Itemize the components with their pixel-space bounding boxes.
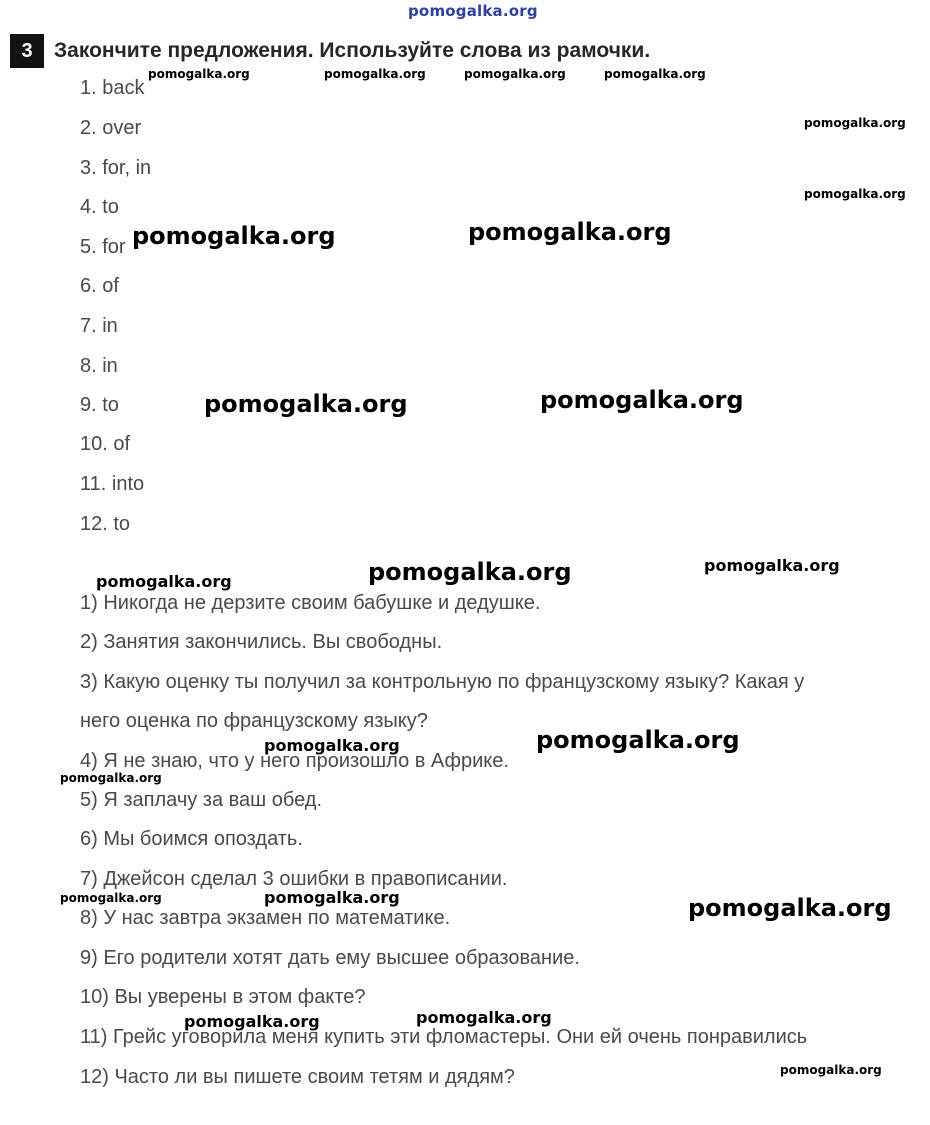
sentence-line: 3) Какую оценку ты получил за контрольную по французскому языку? Какая у bbox=[80, 671, 805, 693]
watermark: pomogalka.org bbox=[204, 390, 408, 418]
watermark: pomogalka.org bbox=[264, 888, 400, 907]
watermark: pomogalka.org bbox=[780, 1063, 882, 1077]
watermark: pomogalka.org bbox=[464, 67, 566, 81]
sentence-line: 10) Вы уверены в этом факте? bbox=[80, 986, 366, 1008]
answer-item: 6. of bbox=[80, 275, 119, 297]
task-number-badge: 3 bbox=[10, 34, 44, 68]
answer-item: 2. over bbox=[80, 117, 142, 139]
sentence-line: 1) Никогда не дерзите своим бабушке и дедушке. bbox=[80, 592, 541, 614]
answer-item: 10. of bbox=[80, 433, 131, 455]
sentence-line: 7) Джейсон сделал 3 ошибки в правописании. bbox=[80, 868, 508, 890]
watermark: pomogalka.org bbox=[468, 218, 672, 246]
sentence-line: 12) Часто ли вы пишете своим тетям и дядям? bbox=[80, 1066, 515, 1088]
sentence-line: 9) Его родители хотят дать ему высшее образование. bbox=[80, 947, 580, 969]
answer-item: 9. to bbox=[80, 394, 119, 416]
answer-item: 11. into bbox=[80, 473, 145, 495]
answer-item: 5. for bbox=[80, 236, 126, 258]
watermark: pomogalka.org bbox=[60, 771, 162, 785]
sentence-line: 4) Я не знаю, что у него произошло в Африке. bbox=[80, 750, 509, 772]
watermark: pomogalka.org bbox=[804, 116, 906, 130]
watermark: pomogalka.org bbox=[416, 1008, 552, 1027]
watermark: pomogalka.org bbox=[184, 1012, 320, 1031]
watermark: pomogalka.org bbox=[148, 67, 250, 81]
sentence-line: 11) Грейс уговорила меня купить эти фломастеры. Они ей очень понравились bbox=[80, 1026, 808, 1048]
sentence-line: 2) Занятия закончились. Вы свободны. bbox=[80, 631, 443, 653]
watermark: pomogalka.org bbox=[688, 894, 892, 922]
task-header bbox=[10, 34, 650, 68]
watermark: pomogalka.org bbox=[536, 726, 740, 754]
watermark: pomogalka.org bbox=[604, 67, 706, 81]
sentence-line: 5) Я заплачу за ваш обед. bbox=[80, 789, 323, 811]
answer-item: 12. to bbox=[80, 513, 131, 535]
watermark: pomogalka.org bbox=[264, 736, 400, 755]
site-watermark-top: pomogalka.org bbox=[408, 2, 538, 20]
answer-item: 4. to bbox=[80, 196, 119, 218]
watermark: pomogalka.org bbox=[132, 222, 336, 250]
watermark: pomogalka.org bbox=[704, 556, 840, 575]
watermark: pomogalka.org bbox=[60, 891, 162, 905]
watermark: pomogalka.org bbox=[540, 386, 744, 414]
answer-item: 7. in bbox=[80, 315, 118, 337]
sentence-line: 8) У нас завтра экзамен по математике. bbox=[80, 907, 451, 929]
answer-item: 1. back bbox=[80, 77, 145, 99]
watermark: pomogalka.org bbox=[368, 558, 572, 586]
watermark: pomogalka.org bbox=[324, 67, 426, 81]
answer-item: 8. in bbox=[80, 355, 118, 377]
watermark: pomogalka.org bbox=[804, 187, 906, 201]
answer-item: 3. for, in bbox=[80, 157, 152, 179]
watermark: pomogalka.org bbox=[96, 572, 232, 591]
sentence-line: 6) Мы боимся опоздать. bbox=[80, 828, 303, 850]
task-title: Закончите предложения. Используйте слова из рамочки. bbox=[54, 39, 651, 62]
sentence-line: него оценка по французскому языку? bbox=[80, 710, 428, 732]
